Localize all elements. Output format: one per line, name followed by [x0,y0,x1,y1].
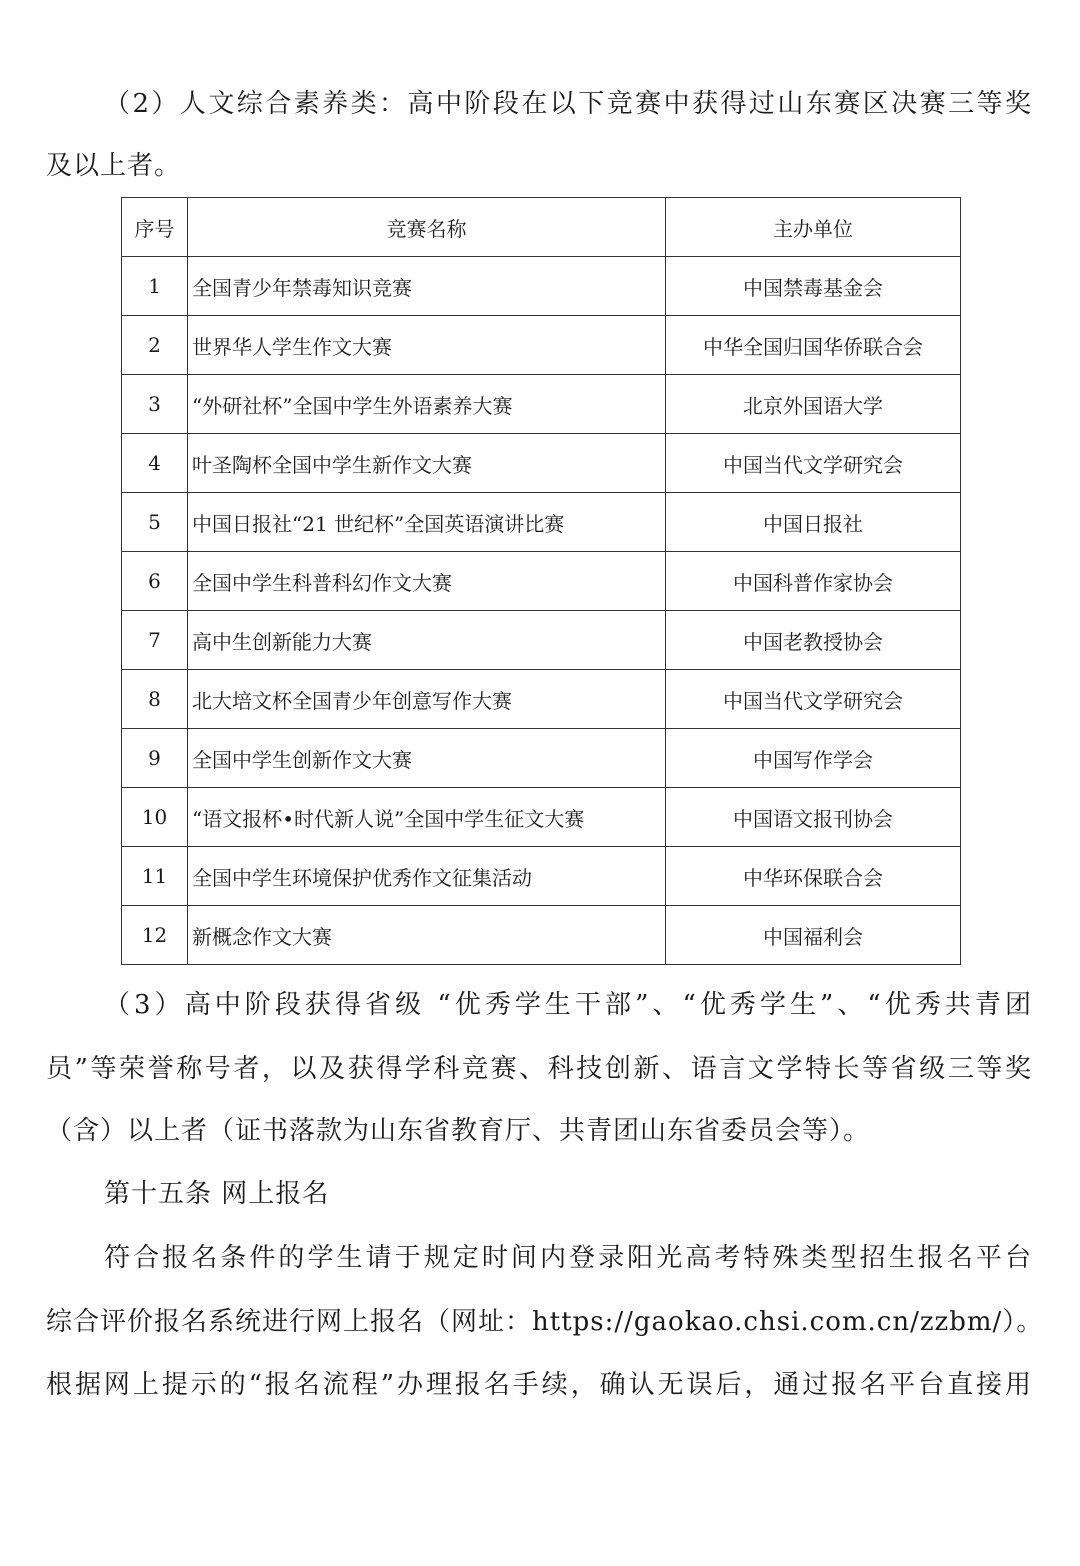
cell-organizer: 中国语文报刊协会 [666,788,961,847]
cell-organizer: 中国当代文学研究会 [666,434,961,493]
article15-line2: 综合评价报名系统进行网上报名（网址：https://gaokao.chsi.com.cn/zzbm/）。 [46,1307,1044,1337]
table-header-row [122,198,961,257]
table-row [122,493,961,552]
cell-organizer: 中华环保联合会 [666,847,961,906]
article15-line3: 根据网上提示的“报名流程”办理报名手续，确认无误后，通过报名平台直接用 [46,1370,1032,1400]
cell-competition-name: 全国中学生环境保护优秀作文征集活动 [188,847,666,906]
competition-table [121,197,961,965]
cell-number: 4 [122,434,188,493]
cell-competition-name: “语文报杯•时代新人说”全国中学生征文大赛 [188,788,666,847]
cell-competition-name: 全国青少年禁毒知识竞赛 [188,257,666,316]
cell-competition-name: 全国中学生科普科幻作文大赛 [188,552,666,611]
cell-organizer: 中国当代文学研究会 [666,670,961,729]
table-row [122,847,961,906]
table-row [122,670,961,729]
header-competition-name: 竞赛名称 [188,198,666,257]
cell-organizer: 中国禁毒基金会 [666,257,961,316]
cell-number: 11 [122,847,188,906]
table-row [122,611,961,670]
table-row [122,906,961,965]
cell-competition-name: 世界华人学生作文大赛 [188,316,666,375]
cell-number: 6 [122,552,188,611]
para2-line2: 及以上者。 [46,151,182,181]
cell-competition-name: 叶圣陶杯全国中学生新作文大赛 [188,434,666,493]
table-row [122,434,961,493]
table-row [122,552,961,611]
cell-organizer: 北京外国语大学 [666,375,961,434]
cell-organizer: 中国老教授协会 [666,611,961,670]
cell-number: 7 [122,611,188,670]
header-organizer: 主办单位 [666,198,961,257]
table-row [122,316,961,375]
cell-organizer: 中国福利会 [666,906,961,965]
header-number: 序号 [122,198,188,257]
cell-number: 2 [122,316,188,375]
table-row [122,729,961,788]
para2-line1: （2）人文综合素养类：高中阶段在以下竞赛中获得过山东赛区决赛三等奖 [104,89,1032,119]
cell-number: 3 [122,375,188,434]
cell-organizer: 中国日报社 [666,493,961,552]
cell-competition-name: 新概念作文大赛 [188,906,666,965]
para3-line3: （含）以上者（证书落款为山东省教育厅、共青团山东省委员会等）。 [46,1116,871,1146]
cell-competition-name: 中国日报社“21 世纪杯”全国英语演讲比赛 [188,493,666,552]
cell-organizer: 中国科普作家协会 [666,552,961,611]
cell-competition-name: “外研社杯”全国中学生外语素养大赛 [188,375,666,434]
cell-number: 1 [122,257,188,316]
cell-number: 8 [122,670,188,729]
cell-number: 9 [122,729,188,788]
cell-competition-name: 全国中学生创新作文大赛 [188,729,666,788]
cell-organizer: 中华全国归国华侨联合会 [666,316,961,375]
cell-competition-name: 北大培文杯全国青少年创意写作大赛 [188,670,666,729]
para3-line2: 员”等荣誉称号者，以及获得学科竞赛、科技创新、语言文学特长等省级三等奖 [46,1054,1032,1084]
cell-number: 10 [122,788,188,847]
cell-number: 5 [122,493,188,552]
table-row [122,788,961,847]
cell-number: 12 [122,906,188,965]
article15-line1: 符合报名条件的学生请于规定时间内登录阳光高考特殊类型招生报名平台 [104,1243,1032,1273]
cell-competition-name: 高中生创新能力大赛 [188,611,666,670]
cell-organizer: 中国写作学会 [666,729,961,788]
table-row [122,375,961,434]
para3-line1: （3）高中阶段获得省级 “优秀学生干部”、“优秀学生”、“优秀共青团 [104,990,1032,1020]
table-row [122,257,961,316]
article15-title: 第十五条 网上报名 [104,1179,330,1209]
